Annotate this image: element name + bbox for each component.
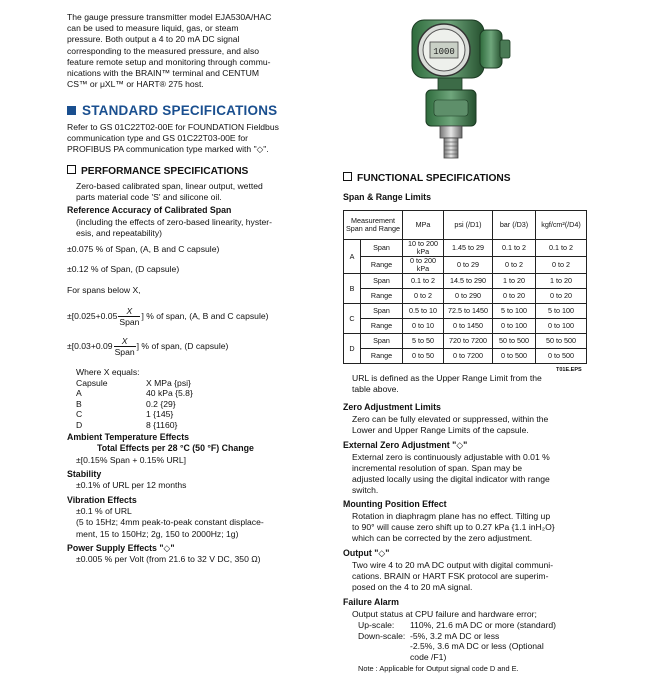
ambient-subtitle: Total Effects per 28 °C (50 °F) Change [97, 443, 254, 454]
standard-specs-note: Refer to GS 01C22T02-00E for FOUNDATION Fieldbus communication type and GS 01C22T03-00E for PROFIBUS PA communication type marked with "◇". [67, 122, 279, 155]
output-title: Output "◇" [343, 548, 390, 559]
formula-abc: ±[0.025+0.05 $\frac{X}{\text{Span}}$ ] % of span, (A, B and C capsule) [67, 305, 269, 327]
intro-line: can be used to measure liquid, gas, or steam [67, 23, 239, 34]
performance-specs-heading: PERFORMANCE SPECIFICATIONS [67, 165, 248, 177]
section-square-icon [67, 106, 76, 115]
table-row: Range 0 to 10 0 to 1450 0 to 100 0 to 100 [344, 319, 587, 334]
performance-body: Zero-based calibrated span, linear output, wetted parts material code 'S' and silicone oil. Reference Accuracy of Calibrated Span (including the effects of zero-based linearity, hyster- esis, and repeatability) ±0.075 % of Span, (A, B and C capsule) ±0.12 % of Span, (D capsule) For spans below X, ±[0.025+0.05 $\frac{X}{\text{Span}}$ ] % of span, (A, B and C capsule) ±[0.03+0.09 $\frac{X}{\text{Span}}$ ] % of span, (D capsule) Where X equals: Capsule X MPa {psi} A 40 kPa {5.8} B 0.2 {29} C 1 {145} D 8 {1160} Ambient Temperature Effects Total Effects per 28 °C (50 °F) Change ±[0.15% Span + 0.15% URL] Stability ±0.1% of URL per 12 months Vibration Effects ±0.1 % of URL (5 to 15Hz; 4mm peak-to-peak constant displace- ment, 15 to 150Hz; 2g, 150 to 2000Hz; 1g) Power Supply Effects "◇" ±0.005 % per Volt (from 21.6 to 32 V DC, 350 Ω) [67, 181, 347, 565]
intro-line: corresponding to the measured pressure, and also [67, 45, 260, 56]
table-row: Range 0 to 50 0 to 7200 0 to 500 0 to 500 [344, 349, 587, 364]
power-title: Power Supply Effects "◇" [67, 542, 175, 553]
stability-value: ±0.1% of URL per 12 months [76, 480, 187, 491]
functional-specs-heading: FUNCTIONAL SPECIFICATIONS [343, 172, 511, 184]
intro-line: The gauge pressure transmitter model EJA530A/HAC [67, 12, 272, 22]
mounting-title: Mounting Position Effect [343, 499, 447, 510]
table-row: C Span 0.5 to 10 72.5 to 1450 5 to 100 5 to 100 [344, 304, 587, 319]
intro-line: feature remote setup and monitoring through commu- [67, 56, 271, 67]
intro-line: nications with the BRAIN™ terminal and CENTUM [67, 68, 259, 79]
failure-note: Note : Applicable for Output signal code D and E. [358, 664, 519, 674]
table-row: A Span 10 to 200 kPa 1.45 to 29 0.1 to 2 0.1 to 2 [344, 240, 587, 257]
display-readout: 1000 [433, 47, 455, 57]
formula-d: ±[0.03+0.09 $\frac{X}{\text{Span}}$ ] % of span, (D capsule) [67, 335, 229, 357]
transmitter-illustration [404, 4, 518, 166]
vibration-title: Vibration Effects [67, 494, 137, 505]
span-range-title: Span & Range Limits [343, 192, 431, 202]
table-code: T01E.EPS [556, 367, 582, 373]
accuracy-title: Reference Accuracy of Calibrated Span [67, 205, 232, 216]
table-row: D Span 5 to 50 720 to 7200 50 to 500 50 to 500 [344, 334, 587, 349]
below-x-text: For spans below X, [67, 284, 141, 295]
fraction: $\frac{X}{\text{Span}}$ [114, 335, 135, 357]
table-row: Range 0 to 200 kPa 0 to 29 0 to 2 0 to 2 [344, 257, 587, 274]
checkbox-square-icon [343, 172, 352, 181]
checkbox-square-icon [67, 165, 76, 174]
standard-specs-heading: STANDARD SPECIFICATIONS [67, 103, 277, 118]
ambient-title: Ambient Temperature Effects [67, 432, 190, 443]
table-row: B Span 0.1 to 2 14.5 to 290 1 to 20 1 to 20 [344, 274, 587, 289]
stability-title: Stability [67, 469, 102, 480]
table-row: Range 0 to 2 0 to 290 0 to 20 0 to 20 [344, 289, 587, 304]
intro-line: pressure. Both output a 4 to 20 mA DC signal [67, 34, 240, 45]
failure-alarm-title: Failure Alarm [343, 597, 399, 608]
functional-body: URL is defined as the Upper Range Limit from the table above. Zero Adjustment Limits Zero can be fully elevated or suppressed, within the Lower and Upper Range Limits of the capsule. External Zero Adjustment "◇" External zero is continuously adjustable with 0.01 % incremental resolution of span. Span may be adjusted locally using the digital indicator with range switch. Mounting Position Effect Rotation in diaphragm plane has no effect. Tilting up to 90° will cause zero shift up to 0.27 kPa {1.1 inH₂O} which can be corrected by the zero adjustment. Output "◇" Two wire 4 to 20 mA DC output with digital communi- cations. BRAIN or HART FSK protocol are superim- posed on the 4 to 20 mA signal. Failure Alarm Output status at CPU failure and hardware error; Up-scale: 110%, 21.6 mA DC or more (standard) Down-scale: -5%, 3.2 mA DC or less -2.5%, 3.6 mA DC or less (Optional code /F1) Note : Applicable for Output signal code D and E. [343, 373, 643, 675]
zero-adjustment-title: Zero Adjustment Limits [343, 402, 441, 413]
capsule-table: Where X equals: Capsule X MPa {psi} A 40 kPa {5.8} B 0.2 {29} C 1 {145} D 8 {1160} [76, 366, 193, 430]
intro-paragraph [67, 12, 347, 90]
span-range-table [343, 210, 587, 364]
ambient-value: ±[0.15% Span + 0.15% URL] [76, 454, 187, 465]
accuracy-d: ±0.12 % of Span, (D capsule) [67, 264, 180, 275]
accuracy-abc: ±0.075 % of Span, (A, B and C capsule) [67, 244, 220, 255]
external-zero-title: External Zero Adjustment "◇" [343, 440, 468, 451]
power-value: ±0.005 % per Volt (from 21.6 to 32 V DC, 350 Ω) [76, 554, 261, 565]
fraction: $\frac{X}{\text{Span}}$ [119, 305, 140, 327]
table-header-row: Measurement Span and Range MPa psi (/D1) bar (/D3) kgf/cm²(/D4) [344, 211, 587, 240]
intro-line: CS™ or μXL™ or HART® 275 host. [67, 79, 204, 90]
